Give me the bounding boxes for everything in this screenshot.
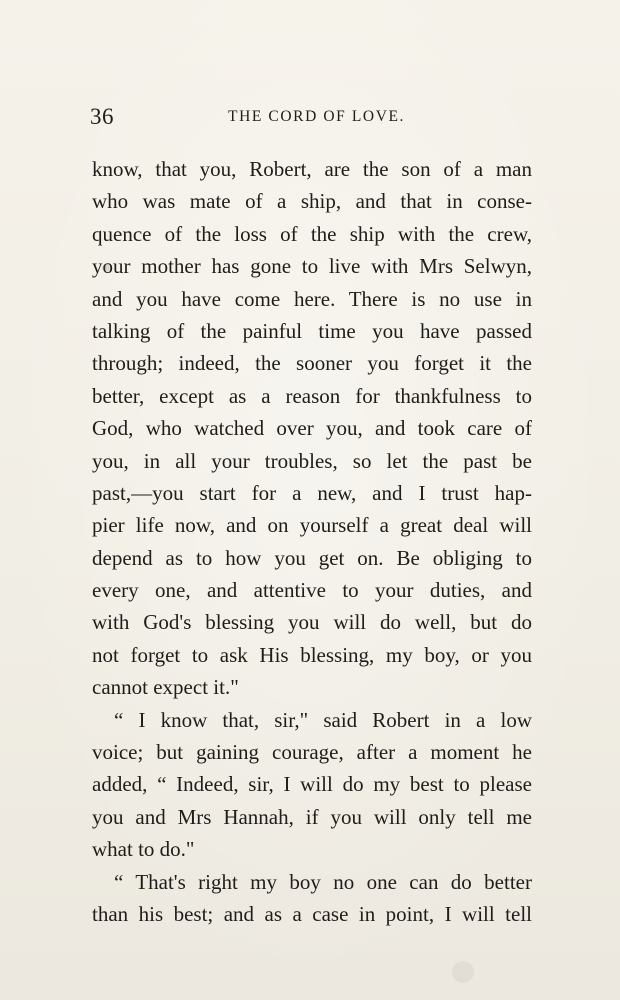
- text-line: every one, and attentive to your duties, and: [92, 578, 532, 603]
- text-line: added, “ Indeed, sir, I will do my best to please: [92, 772, 532, 797]
- text-line: quence of the loss of the ship with the crew,: [92, 221, 532, 246]
- text-line: “ I know that, sir," said Robert in a low: [114, 707, 532, 732]
- text-line: you and Mrs Hannah, if you will only tell me: [92, 804, 532, 829]
- text-line: “ That's right my boy no one can do better: [114, 869, 532, 894]
- text-line: and you have come here. There is no use in: [92, 286, 532, 311]
- paper-spot: [102, 264, 110, 272]
- text-line: not forget to ask His blessing, my boy, or you: [92, 642, 532, 667]
- body-text: [92, 153, 532, 930]
- text-line: pier life now, and on yourself a great deal will: [92, 513, 532, 538]
- text-line: God, who watched over you, and took care of: [92, 416, 532, 441]
- text-line: past,—you start for a new, and I trust hap-: [92, 480, 532, 505]
- text-line: who was mate of a ship, and that in conse-: [92, 189, 532, 214]
- paper-spot: [452, 961, 474, 983]
- text-line: talking of the painful time you have passed: [92, 318, 532, 343]
- page-header: [90, 104, 530, 132]
- text-line: depend as to how you get on. Be obliging to: [92, 545, 532, 570]
- text-line: cannot expect it.": [92, 675, 239, 700]
- text-line: you, in all your troubles, so let the past be: [92, 448, 532, 473]
- text-line: your mother has gone to live with Mrs Selwyn,: [92, 254, 532, 279]
- running-title: THE CORD OF LOVE.: [228, 108, 406, 125]
- text-line: than his best; and as a case in point, I will tell: [92, 901, 532, 926]
- text-line: know, that you, Robert, are the son of a man: [92, 157, 532, 181]
- text-line: with God's blessing you will do well, but do: [92, 610, 532, 635]
- text-line: voice; but gaining courage, after a moment he: [92, 740, 532, 765]
- text-line: what to do.": [92, 837, 195, 862]
- text-line: better, except as a reason for thankfulness to: [92, 383, 532, 408]
- page-number: 36: [90, 104, 114, 129]
- text-line: through; indeed, the sooner you forget it the: [92, 351, 532, 376]
